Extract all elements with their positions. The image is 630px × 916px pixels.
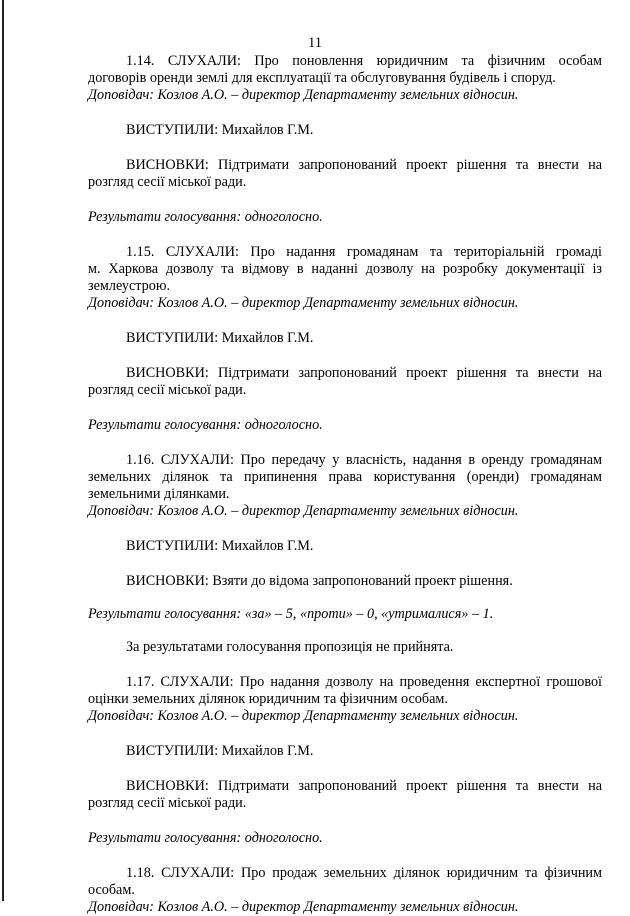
vote-result: Результати голосування: одноголосно. xyxy=(88,417,323,433)
heard-paragraph xyxy=(88,452,602,503)
heard-line: земельних ділянок та припинення права користування (оренди) громадянам xyxy=(88,469,602,485)
conclusions-line: розгляд сесії міської ради. xyxy=(88,382,247,398)
spoke-line: ВИСТУПИЛИ: Михайлов Г.М. xyxy=(126,743,314,759)
reporter-line: Доповідач: Козлов А.О. – директор Департаменту земельних відносин. xyxy=(88,503,519,519)
agenda-item-1-18 xyxy=(88,865,602,916)
spoke-line: ВИСТУПИЛИ: Михайлов Г.М. xyxy=(126,538,314,554)
reporter-line: Доповідач: Козлов А.О. – директор Департаменту земельних відносин. xyxy=(88,295,519,311)
reporter-line: Доповідач: Козлов А.О. – директор Департаменту земельних відносин. xyxy=(88,87,519,103)
agenda-item-1-16 xyxy=(88,452,602,656)
heard-paragraph xyxy=(88,53,602,87)
result-note: За результатами голосування пропозиція не прийнята. xyxy=(126,639,454,655)
conclusions-line: ВИСНОВКИ: Підтримати запропонований проект рішення та внести на xyxy=(126,157,602,173)
heard-line: 1.15. СЛУХАЛИ: Про надання громадянам та територіальній громаді xyxy=(126,244,602,260)
agenda-item-1-17 xyxy=(88,674,602,847)
vote-result: Результати голосування: «за» – 5, «проти» – 0, «утрималися» – 1. xyxy=(88,606,494,622)
spoke-line: ВИСТУПИЛИ: Михайлов Г.М. xyxy=(126,122,314,138)
heard-line: 1.16. СЛУХАЛИ: Про передачу у власність, надання в оренду громадянам xyxy=(126,452,602,468)
conclusions-line: ВИСНОВКИ: Взяти до відома запропонований проект рішення. xyxy=(126,573,513,589)
conclusions-line: ВИСНОВКИ: Підтримати запропонований проект рішення та внести на xyxy=(126,365,602,381)
heard-line: землеустрою. xyxy=(88,278,171,294)
page-edge-line xyxy=(2,0,4,901)
heard-line: 1.18. СЛУХАЛИ: Про продаж земельних ділянок юридичним та фізичним xyxy=(126,865,602,881)
reporter-line: Доповідач: Козлов А.О. – директор Департаменту земельних відносин. xyxy=(88,708,519,724)
conclusions-paragraph xyxy=(88,778,602,812)
protocol-body xyxy=(88,53,602,916)
heard-line: особам. xyxy=(88,882,135,898)
conclusions-line: розгляд сесії міської ради. xyxy=(88,174,247,190)
conclusions-line: ВИСНОВКИ: Підтримати запропонований проект рішення та внести на xyxy=(126,778,602,794)
heard-paragraph xyxy=(88,244,602,295)
heard-paragraph xyxy=(88,865,602,899)
heard-paragraph xyxy=(88,674,602,708)
conclusions-paragraph xyxy=(88,365,602,399)
page-number: 11 xyxy=(308,35,322,51)
reporter-line: Доповідач: Козлов А.О. – директор Департаменту земельних відносин. xyxy=(88,899,519,915)
heard-line: земельними ділянками. xyxy=(88,486,230,502)
heard-line: 1.14. СЛУХАЛИ: Про поновлення юридичним та фізичним особам xyxy=(126,53,602,69)
agenda-item-1-15 xyxy=(88,244,602,434)
vote-result: Результати голосування: одноголосно. xyxy=(88,830,323,846)
conclusions-paragraph xyxy=(88,157,602,191)
heard-line: 1.17. СЛУХАЛИ: Про надання дозволу на проведення експертної грошової xyxy=(126,674,602,690)
vote-result: Результати голосування: одноголосно. xyxy=(88,209,323,225)
conclusions-line: розгляд сесії міської ради. xyxy=(88,795,247,811)
agenda-item-1-14 xyxy=(88,53,602,226)
heard-line: м. Харкова дозволу та відмову в наданні дозволу на розробку документації із xyxy=(88,261,602,277)
heard-line: договорів оренди землі для експлуатації та обслуговування будівель і споруд. xyxy=(88,70,556,86)
spoke-line: ВИСТУПИЛИ: Михайлов Г.М. xyxy=(126,330,314,346)
heard-line: оцінки земельних ділянок юридичним та фізичним особам. xyxy=(88,691,448,707)
